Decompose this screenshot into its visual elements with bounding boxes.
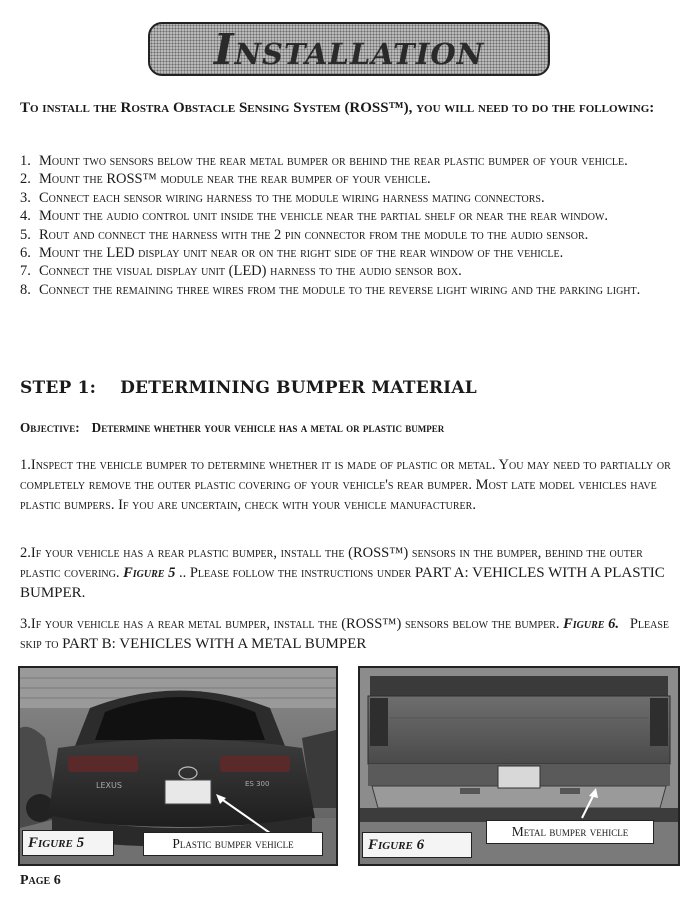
intro-text: To install the Rostra Obstacle Sensing System (ROSS™), you will need to do the following: [20, 100, 655, 116]
objective [20, 420, 444, 436]
figure-6-label: Figure 6 [362, 832, 472, 858]
page-title: Installation [213, 24, 485, 74]
step-1-title: DETERMINING BUMPER MATERIAL [120, 378, 477, 398]
list-item: 3. Connect each sensor wiring harness to the module wiring harness mating connectors. [20, 189, 545, 206]
list-item: 2. Mount the ROSS™ module near the rear bumper of your vehicle. [20, 171, 431, 188]
list-item: 4. Mount the audio control unit inside the vehicle near the partial shelf or near the rear window. [20, 208, 609, 225]
step-1-heading [20, 378, 477, 398]
paragraph-3: 3.If your vehicle has a rear metal bumper, install the (ROSS™) sensors below the bumper. Figure 6. Please skip to PART B: VEHICLES WITH A METAL BUMPER [20, 616, 670, 652]
paragraph-1: 1.Inspect the vehicle bumper to determine whether it is made of plastic or metal. You may need to partially or completely remove the outer plastic covering of your vehicle's rear bumper. Most late model vehicles have plastic bumpers. If you are uncertain, check with your vehicle manufacturer. [20, 457, 671, 513]
title-banner [148, 22, 550, 76]
figure-6-caption: Metal bumper vehicle [486, 820, 654, 844]
figure-6-reference: Figure 6. [563, 616, 619, 632]
list-item: 8. Connect the remaining three wires from the module to the reverse light wiring and the parking light. [20, 281, 641, 298]
lexus-badge-text: LEXUS [96, 781, 122, 790]
list-item: 1. Mount two sensors below the rear metal bumper or behind the rear plastic bumper of your vehicle. [20, 153, 628, 169]
figure-5-reference: Figure 5 [123, 565, 176, 581]
model-badge-text: ES 300 [245, 780, 270, 788]
list-item: 7. Connect the visual display unit (LED) harness to the audio sensor box. [20, 263, 462, 280]
figure-5-label: Figure 5 [22, 830, 114, 856]
figure-5-caption: Plastic bumper vehicle [143, 832, 323, 856]
list-item: 5. Rout and connect the harness with the 2 pin connector from the module to the audio sensor. [20, 226, 589, 243]
objective-label: Objective: [20, 420, 80, 435]
paragraph-2: 2.If your vehicle has a rear plastic bumper, install the (ROSS™) sensors in the bumper, behind the outer plastic covering. Figure 5 .. Please follow the instructions under PART A: VEHICLES WITH A PLASTIC BUMPER. [20, 545, 665, 601]
step-1-label: STEP 1: [20, 378, 97, 398]
installation-steps-list [20, 152, 672, 299]
list-item: 6. Mount the LED display unit near or on the right side of the rear window of the vehicle. [20, 245, 564, 262]
page-number: Page 6 [20, 873, 61, 888]
objective-text: Determine whether your vehicle has a metal or plastic bumper [91, 420, 445, 435]
